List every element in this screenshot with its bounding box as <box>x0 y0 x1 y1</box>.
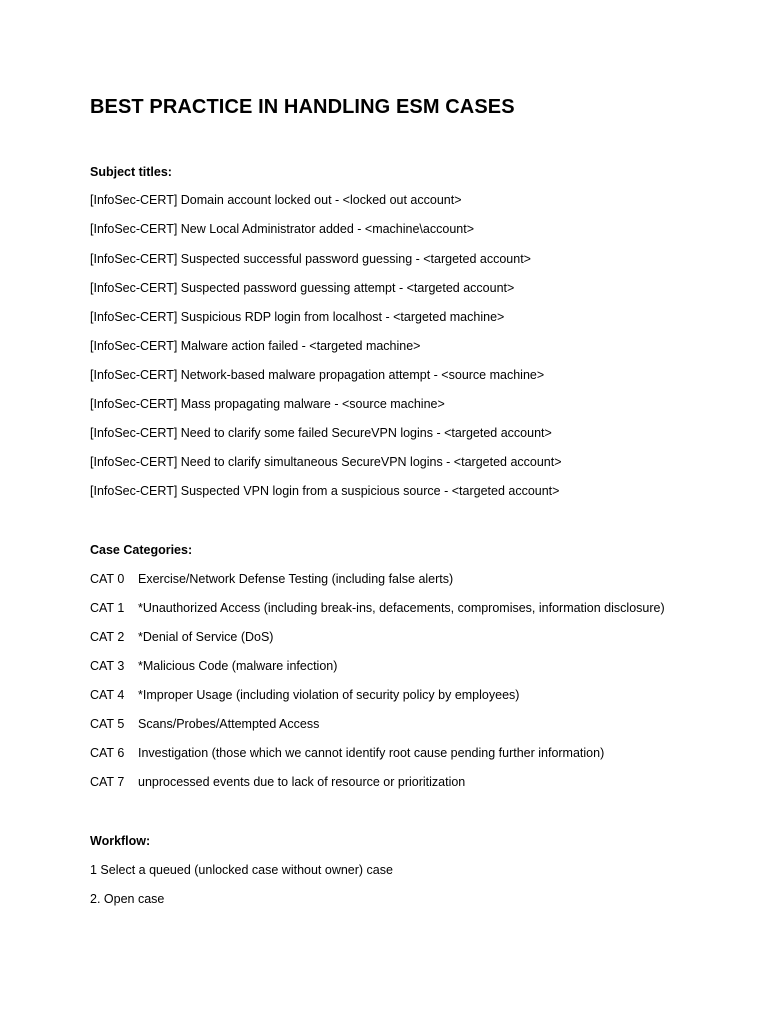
case-category-description: Exercise/Network Defense Testing (including false alerts) <box>138 572 454 586</box>
case-category-description: Scans/Probes/Attempted Access <box>138 717 320 731</box>
case-category-item <box>90 775 465 789</box>
subject-title-item: [InfoSec-CERT] New Local Administrator added - <machine\account> <box>90 222 474 236</box>
subject-title-item: [InfoSec-CERT] Suspicious RDP login from localhost - <targeted machine> <box>90 310 505 324</box>
case-category-item <box>90 717 319 731</box>
case-category-item <box>90 746 604 760</box>
subject-title-item: [InfoSec-CERT] Suspected successful password guessing - <targeted account> <box>90 252 531 266</box>
case-category-description: *Malicious Code (malware infection) <box>138 659 338 673</box>
subject-title-item: [InfoSec-CERT] Suspected VPN login from a suspicious source - <targeted account> <box>90 484 560 498</box>
subject-title-item: [InfoSec-CERT] Domain account locked out - <locked out account> <box>90 193 462 207</box>
case-category-code: CAT 3 <box>90 659 125 673</box>
case-category-code: CAT 6 <box>90 746 125 760</box>
case-category-description: *Unauthorized Access (including break-ins, defacements, compromises, information disclosure) <box>138 601 665 615</box>
workflow-step: 1 Select a queued (unlocked case without owner) case <box>90 863 393 877</box>
subject-title-item: [InfoSec-CERT] Need to clarify simultaneous SecureVPN logins - <targeted account> <box>90 455 562 469</box>
document-title: BEST PRACTICE IN HANDLING ESM CASES <box>90 96 515 118</box>
case-category-code: CAT 7 <box>90 775 125 789</box>
case-category-item <box>90 572 453 586</box>
workflow-step: 2. Open case <box>90 892 165 906</box>
case-category-code: CAT 2 <box>90 630 125 644</box>
subject-title-item: [InfoSec-CERT] Need to clarify some failed SecureVPN logins - <targeted account> <box>90 426 552 440</box>
subject-title-item: [InfoSec-CERT] Suspected password guessing attempt - <targeted account> <box>90 281 515 295</box>
case-category-item <box>90 601 665 615</box>
case-category-code: CAT 4 <box>90 688 125 702</box>
case-category-item <box>90 630 273 644</box>
case-category-code: CAT 5 <box>90 717 125 731</box>
case-categories-heading: Case Categories: <box>90 543 193 557</box>
case-category-description: *Improper Usage (including violation of security policy by employees) <box>138 688 520 702</box>
case-category-item <box>90 688 519 702</box>
case-category-description: *Denial of Service (DoS) <box>138 630 274 644</box>
subject-title-item: [InfoSec-CERT] Mass propagating malware - <source machine> <box>90 397 445 411</box>
subject-title-item: [InfoSec-CERT] Network-based malware propagation attempt - <source machine> <box>90 368 545 382</box>
workflow-heading: Workflow: <box>90 834 151 848</box>
case-category-description: unprocessed events due to lack of resource or prioritization <box>138 775 466 789</box>
case-category-item <box>90 659 337 673</box>
subject-titles-heading: Subject titles: <box>90 165 172 179</box>
subject-title-item: [InfoSec-CERT] Malware action failed - <targeted machine> <box>90 339 421 353</box>
case-category-code: CAT 1 <box>90 601 125 615</box>
case-category-code: CAT 0 <box>90 572 125 586</box>
case-category-description: Investigation (those which we cannot identify root cause pending further information) <box>138 746 605 760</box>
